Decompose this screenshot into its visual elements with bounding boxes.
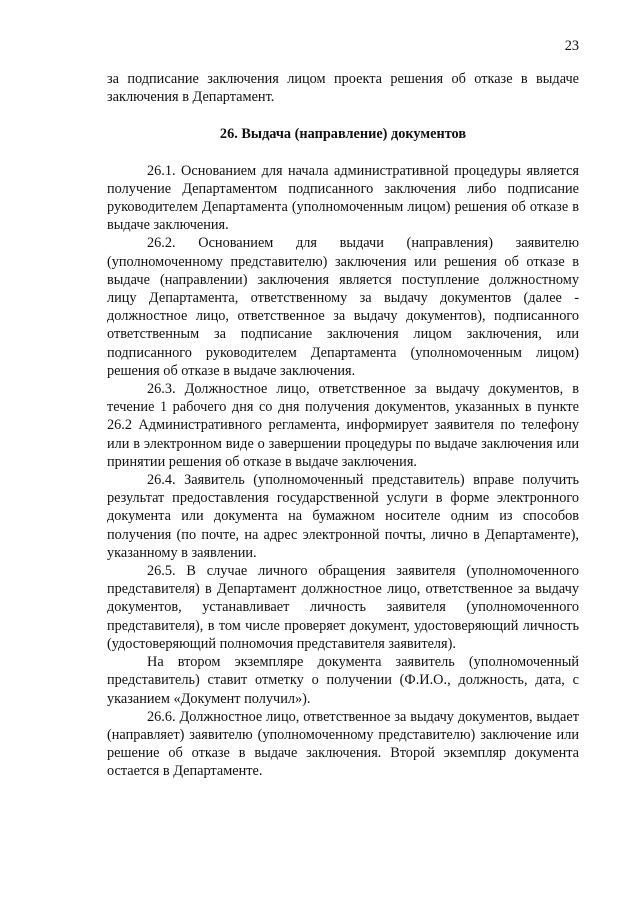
paragraph-26-3: 26.3. Должностное лицо, ответственное за выдачу документов, в течение 1 рабочего дня со дня получения документов, указанных в пункте 26.2 Административного регламента, информирует заявителя по телефону или в электронном виде о завершении процедуры по выдаче заключения или принятии решения об отказе в выдаче заключения. <box>107 381 579 470</box>
paragraph-second-copy: На втором экземпляре документа заявитель (уполномоченный представитель) ставит отметку о получении (Ф.И.О., должность, дата, с указанием «Документ получил»). <box>107 654 579 707</box>
page-number: 23 <box>564 38 579 54</box>
paragraph-26-2: 26.2. Основанием для выдачи (направления) заявителю (уполномоченному представителю) заключения или решения об отказе в выдаче (направлении) заключения является поступление должностному лицу Департамента, ответственному за выдачу документов (далее - должностное лицо, ответственное за выдачу документов), подписанного ответственным за подписание заключения лицом заключения, или подписанного руководителем Департамента (уполномоченным лицом) решения об отказе в выдаче заключения. <box>107 235 579 379</box>
document-body <box>107 70 579 781</box>
paragraph-26-5: 26.5. В случае личного обращения заявителя (уполномоченного представителя) в Департамент должностное лицо, ответственное за выдачу документов, устанавливает личность заявителя (уполномоченного представителя), в том числе проверяет документ, удостоверяющий личность (удостоверяющий полномочия представителя заявителя). <box>107 563 579 652</box>
paragraph-26-4: 26.4. Заявитель (уполномоченный представитель) вправе получить результат предоставления государственной услуги в форме электронного документа или документа на бумажном носителе одним из способов получения (по почте, на адрес электронной почты, лично в Департаменте), указанному в заявлении. <box>107 472 579 561</box>
intro-paragraph: за подписание заключения лицом проекта решения об отказе в выдаче заключения в Департамент. <box>107 71 579 106</box>
paragraph-26-6: 26.6. Должностное лицо, ответственное за выдачу документов, выдает (направляет) заявителю (уполномоченному представителю) заключение или решение об отказе в выдаче заключения. Второй экземпляр документа остается в Департаменте. <box>107 708 579 780</box>
section-heading: 26. Выдача (направление) документов <box>219 126 467 143</box>
paragraph-26-1: 26.1. Основанием для начала административной процедуры является получение Департаментом подписанного заключения либо подписание руководителем Департамента (уполномоченным лицом) решения об отказе в выдаче заключения. <box>107 162 579 234</box>
